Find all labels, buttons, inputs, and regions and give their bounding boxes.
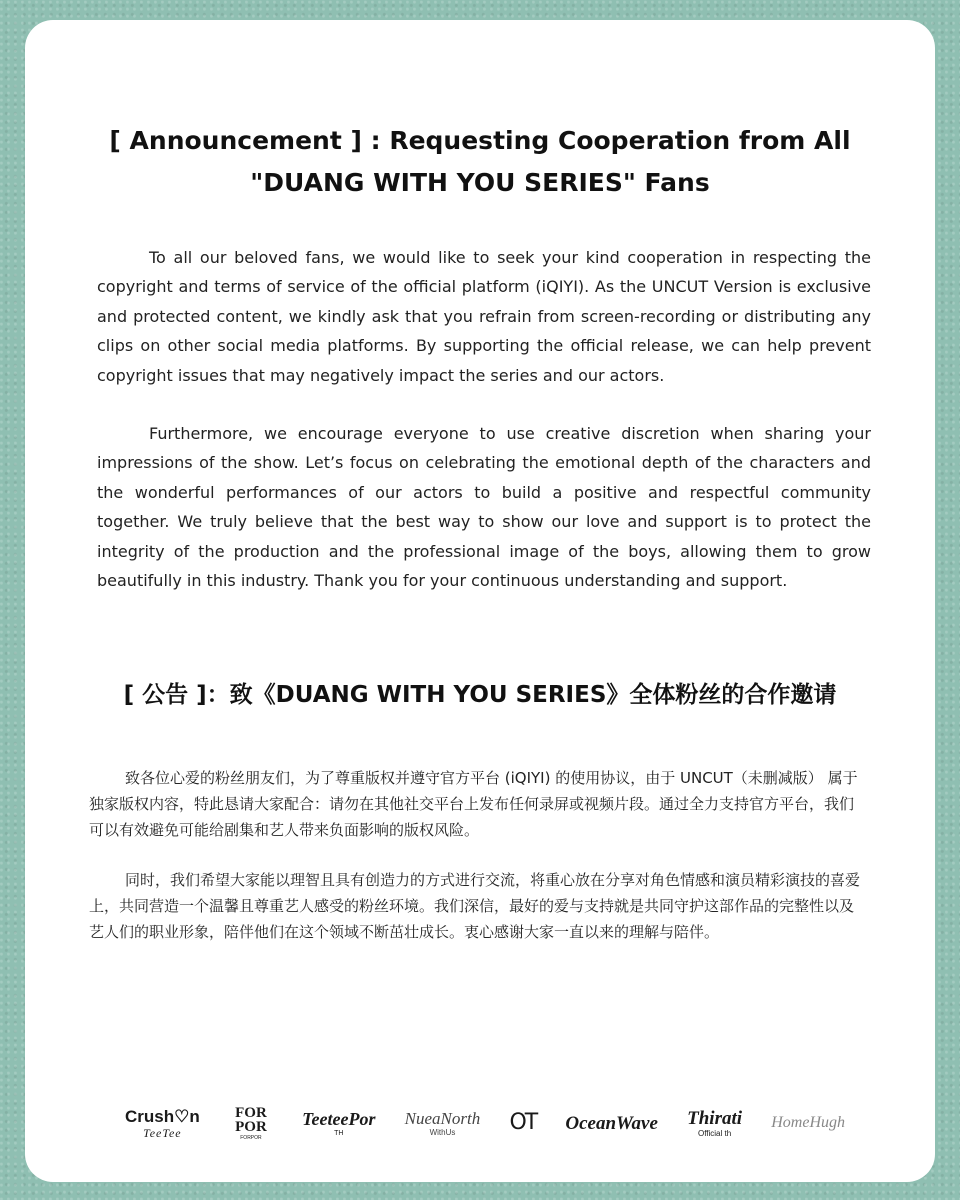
fanclub-logos [125, 1098, 845, 1148]
logo-text: FOR POR [235, 1104, 267, 1135]
logo-text: HomeHugh [771, 1114, 845, 1131]
logo-ot [509, 1112, 536, 1134]
logo-text: Thirati [687, 1107, 743, 1129]
logo-subtext: TeeTee [143, 1125, 182, 1140]
logo-text: OT [509, 1110, 537, 1135]
english-paragraph-2: Furthermore, we encourage everyone to use creative discretion when sharing your impressions of the show. Let’s focus on celebrating the emotional depth of the characters and the wonderful performances of our actors to build a positive and respectful community together. We truly believe that the best way to show our love and support is to protect the integrity of the production and the professional image of the boys, allowing them to grow beautifully in this industry. Thank you for your continuous understanding and support. [97, 424, 871, 591]
announcement-card [25, 20, 935, 1182]
logo-homehugh [771, 1115, 845, 1131]
chinese-paragraph-2: 同时，我们希望大家能以理智且具有创造力的方式进行交流，将重心放在分享对角色情感和演员精彩演技的喜爱上，共同营造一个温馨且尊重艺人感受的粉丝环境。我们深信，最好的爱与支持就是共同守护这部作品的完整性以及艺人们的职业形象，陪伴他们在这个领域不断茁壮成长。衷心感谢大家一直以来的理解与陪伴。 [89, 871, 861, 941]
logo-teeteepor [302, 1110, 375, 1137]
announcement-title [25, 120, 935, 204]
english-paragraph-1: To all our beloved fans, we would like to seek your kind cooperation in respecting the copyright and terms of service of the official platform (iQIYI). As the UNCUT Version is exclusive and protected content, we kindly ask that you refrain from screen-recording or distributing any clips on other social media platforms. By supporting the official release, we can help prevent copyright issues that may negatively impact the series and our actors. [97, 248, 871, 385]
logo-thirati [687, 1109, 742, 1138]
logo-text: Crush♡n [125, 1106, 200, 1126]
english-body [97, 243, 871, 595]
logo-subtext: WithUs [429, 1127, 456, 1137]
logo-subtext: Official th [697, 1128, 732, 1138]
logo-nueanorth [405, 1110, 481, 1137]
chinese-paragraph-1: 致各位心爱的粉丝朋友们，为了尊重版权并遵守官方平台 (iQIYI) 的使用协议，由于 UNCUT（未删减版） 属于独家版权内容，特此恳请大家配合：请勿在其他社交平台上发布任何录屏或视频片段。通过全力支持官方平台，我们可以有效避免可能给剧集和艺人带来负面影响的版权风险。 [89, 769, 858, 839]
logo-text: OceanWave [565, 1112, 658, 1134]
logo-text: NueaNorth [404, 1108, 481, 1128]
logo-forpor [229, 1106, 273, 1141]
chinese-title: [ 公告 ]：致《DUANG WITH YOU SERIES》全体粉丝的合作邀请 [123, 682, 837, 708]
title-line-1: [ Announcement ] : Requesting Cooperation from All [109, 126, 851, 155]
logo-oceanwave [565, 1114, 658, 1133]
logo-subtext: FORPOR [240, 1134, 262, 1141]
chinese-body [89, 765, 865, 945]
logo-subtext: TH [334, 1129, 344, 1137]
logo-text: TeeteePor [302, 1108, 376, 1129]
title-line-2: "DUANG WITH YOU SERIES" Fans [250, 168, 710, 197]
logo-crushon-teetee [125, 1108, 200, 1139]
